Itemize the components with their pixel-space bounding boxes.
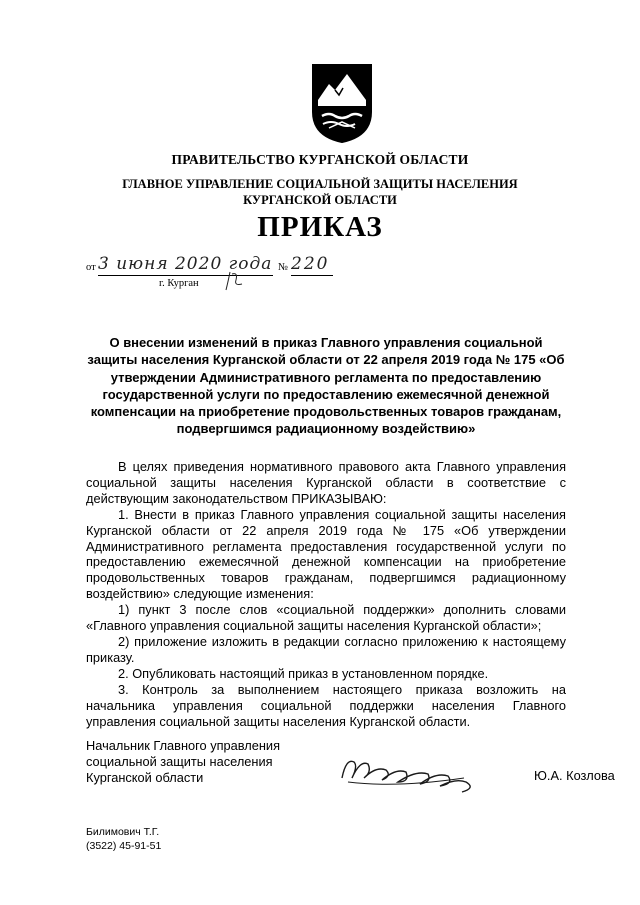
executor-info <box>86 825 161 853</box>
order-body <box>86 459 566 729</box>
department-title-line1: ГЛАВНОЕ УПРАВЛЕНИЕ СОЦИАЛЬНОЙ ЗАЩИТЫ НАСЕЛЕНИЯ <box>122 177 518 191</box>
handwritten-signature-icon <box>336 748 486 796</box>
document-type: ПРИКАЗ <box>257 211 383 243</box>
item-1-paragraph: 1. Внести в приказ Главного управления социальной защиты населения Курганской области от 22 апреля 2019 года № 175 «Об утверждении Административного регламента предоставления государственной услуги по предоставлению ежемесячной денежной компенсации на приобретение продовольственных товаров гражданам, подвергшимся радиационному воздействию» следующие изменения: <box>86 506 566 602</box>
item-2-paragraph: 2. Опубликовать настоящий приказ в установленном порядке. <box>118 665 489 681</box>
city-label: г. Курган <box>159 278 199 289</box>
signatory-title-line: Курганской области <box>86 770 204 785</box>
item-3-paragraph: 3. Контроль за выполнением настоящего приказа возложить на начальника управления социальной поддержки населения Главного управления социальной защиты населения Курганской области. <box>86 681 566 729</box>
executor-name: Билимович Т.Г. <box>86 826 160 838</box>
preamble-paragraph: В целях приведения нормативного правового акта Главного управления социальной защиты населения Курганской области в соответствие с действующим законодательством ПРИКАЗЫВАЮ: <box>86 459 566 506</box>
number-label: № <box>278 262 289 273</box>
signatory-title-line: социальной защиты населения <box>86 754 273 769</box>
handwritten-date: 3 июня 2020 года <box>98 254 273 274</box>
handwritten-number: 220 <box>291 253 333 276</box>
order-subject: О внесении изменений в приказ Главного управления социальной защиты населения Курганской области от 22 апреля 2019 года № 175 «Об утверждении Административного регламента по предоставлению государственной услуги по предоставлению ежемесячной денежной компенсации на приобретение продовольственных товаров гражданам, подвергшимся радиационному воздействию» <box>87 335 565 437</box>
ink-scribble-icon <box>222 270 262 292</box>
signer-name: Ю.А. Козлова <box>534 768 615 783</box>
signatory-title <box>86 738 306 786</box>
executor-phone: (3522) 45-91-51 <box>86 840 162 852</box>
item-1-1-paragraph: 1) пункт 3 после слов «социальной поддержки» дополнить словами «Главного управления социальной защиты населения Курганской области»; <box>86 602 566 634</box>
date-from-label: от <box>86 262 96 273</box>
item-1-2-paragraph: 2) приложение изложить в редакции согласно приложению к настоящему приказу. <box>86 633 566 665</box>
signatory-title-line: Начальник Главного управления <box>86 738 280 753</box>
department-title-line2: КУРГАНСКОЙ ОБЛАСТИ <box>243 193 397 207</box>
government-title: ПРАВИТЕЛЬСТВО КУРГАНСКОЙ ОБЛАСТИ <box>171 152 469 167</box>
coat-of-arms-icon <box>309 62 375 144</box>
